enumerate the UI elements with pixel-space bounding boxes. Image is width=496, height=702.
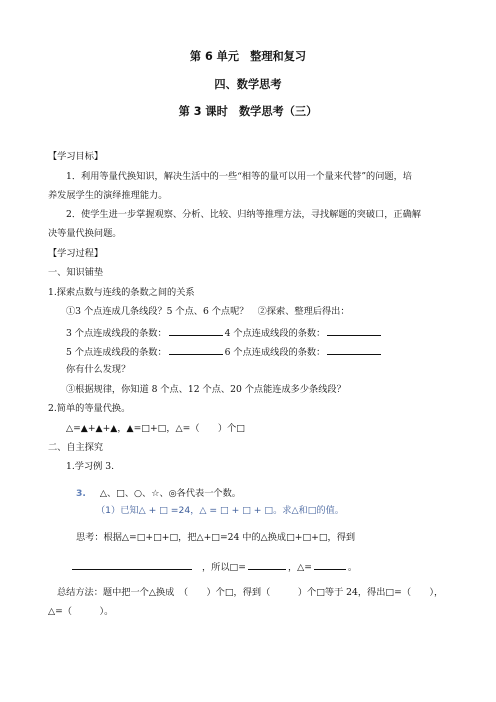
answer-line bbox=[70, 560, 357, 573]
answer-blank-triangle[interactable] bbox=[314, 560, 346, 570]
answer-blank-4-points[interactable] bbox=[327, 326, 381, 336]
label-6-points: 6 个点连成线段的条数： bbox=[224, 347, 326, 358]
point-line-title: 1.探索点数与连线的条数之间的关系 bbox=[48, 287, 195, 298]
think-prompt: 思考：根据△=□+□+□，把△+□=24 中的△换成□+□+□，得到 bbox=[76, 532, 356, 543]
part-2-heading: 二、自主探究 bbox=[48, 442, 104, 453]
example-3-question: （1）已知△ + □ =24，△ = □ + □ + □。求△和□的值。 bbox=[96, 505, 344, 516]
unit-title: 第 6 单元 整理和复习 bbox=[189, 50, 307, 63]
answer-blank-equation[interactable] bbox=[72, 560, 192, 570]
answer-blank-3-points[interactable] bbox=[169, 326, 223, 336]
example-number: 3. bbox=[76, 488, 86, 499]
goal-2-line-1: 2．使学生进一步掌握观察、分析、比较、归纳等推理方法，寻找解题的突破口，正确解 bbox=[66, 209, 421, 220]
label-5-points: 5 个点连成线段的条数： bbox=[66, 347, 167, 358]
substitution-title: 2.简单的等量代换。 bbox=[48, 403, 131, 414]
row-5-6-points bbox=[66, 345, 383, 358]
lesson-title: 第 3 课时 数学思考（三） bbox=[178, 105, 318, 118]
row-3-4-points bbox=[66, 326, 383, 339]
section-title: 四、数学思考 bbox=[214, 78, 282, 91]
process-heading: 【学习过程】 bbox=[48, 248, 104, 259]
goal-2-line-2: 决等量代换问题。 bbox=[48, 228, 122, 239]
discovery-question: 你有什么发现？ bbox=[66, 364, 131, 375]
part-1-heading: 一、知识铺垫 bbox=[48, 267, 104, 278]
answer-blank-6-points[interactable] bbox=[327, 345, 381, 355]
goal-1-line-1: 1．利用等量代换知识，解决生活中的一些“相等的量可以用一个量来代替”的问题，培 bbox=[66, 171, 412, 182]
summary-line-1: 总结方法：题中把一个△换成 （ ）个□，得到（ ）个□等于 24，得出□=（ ）， bbox=[57, 587, 444, 598]
label-3-points: 3 个点连成线段的条数： bbox=[66, 328, 167, 339]
point-line-question-1: ①3 个点连成几条线段？5 个点、6 个点呢？ ②探索、整理后得出： bbox=[66, 306, 350, 317]
example-3-statement bbox=[76, 488, 241, 499]
summary-line-2: △=（ ）。 bbox=[48, 606, 114, 617]
goals-heading: 【学习目标】 bbox=[48, 151, 104, 162]
study-example-label: 1.学习例 3. bbox=[66, 461, 115, 472]
substitution-equation: △=▲+▲+▲，▲=□+□，△=（ ）个□ bbox=[66, 423, 245, 434]
example-symbols-text: △、□、○、☆、◎各代表一个数。 bbox=[99, 488, 241, 499]
point-line-question-3: ③根据规律，你知道 8 个点、12 个点、20 个点能连成多少条线段？ bbox=[66, 384, 346, 395]
goal-1-line-2: 养发展学生的演绎推理能力。 bbox=[48, 190, 168, 201]
triangle-label: ，△= bbox=[287, 562, 312, 573]
label-4-points: 4 个点连成线段的条数： bbox=[224, 328, 326, 339]
answer-blank-square[interactable] bbox=[248, 560, 286, 570]
therefore-square-label: ，所以□= bbox=[202, 562, 246, 573]
answer-line-end: 。 bbox=[347, 562, 358, 573]
answer-blank-5-points[interactable] bbox=[169, 345, 223, 355]
